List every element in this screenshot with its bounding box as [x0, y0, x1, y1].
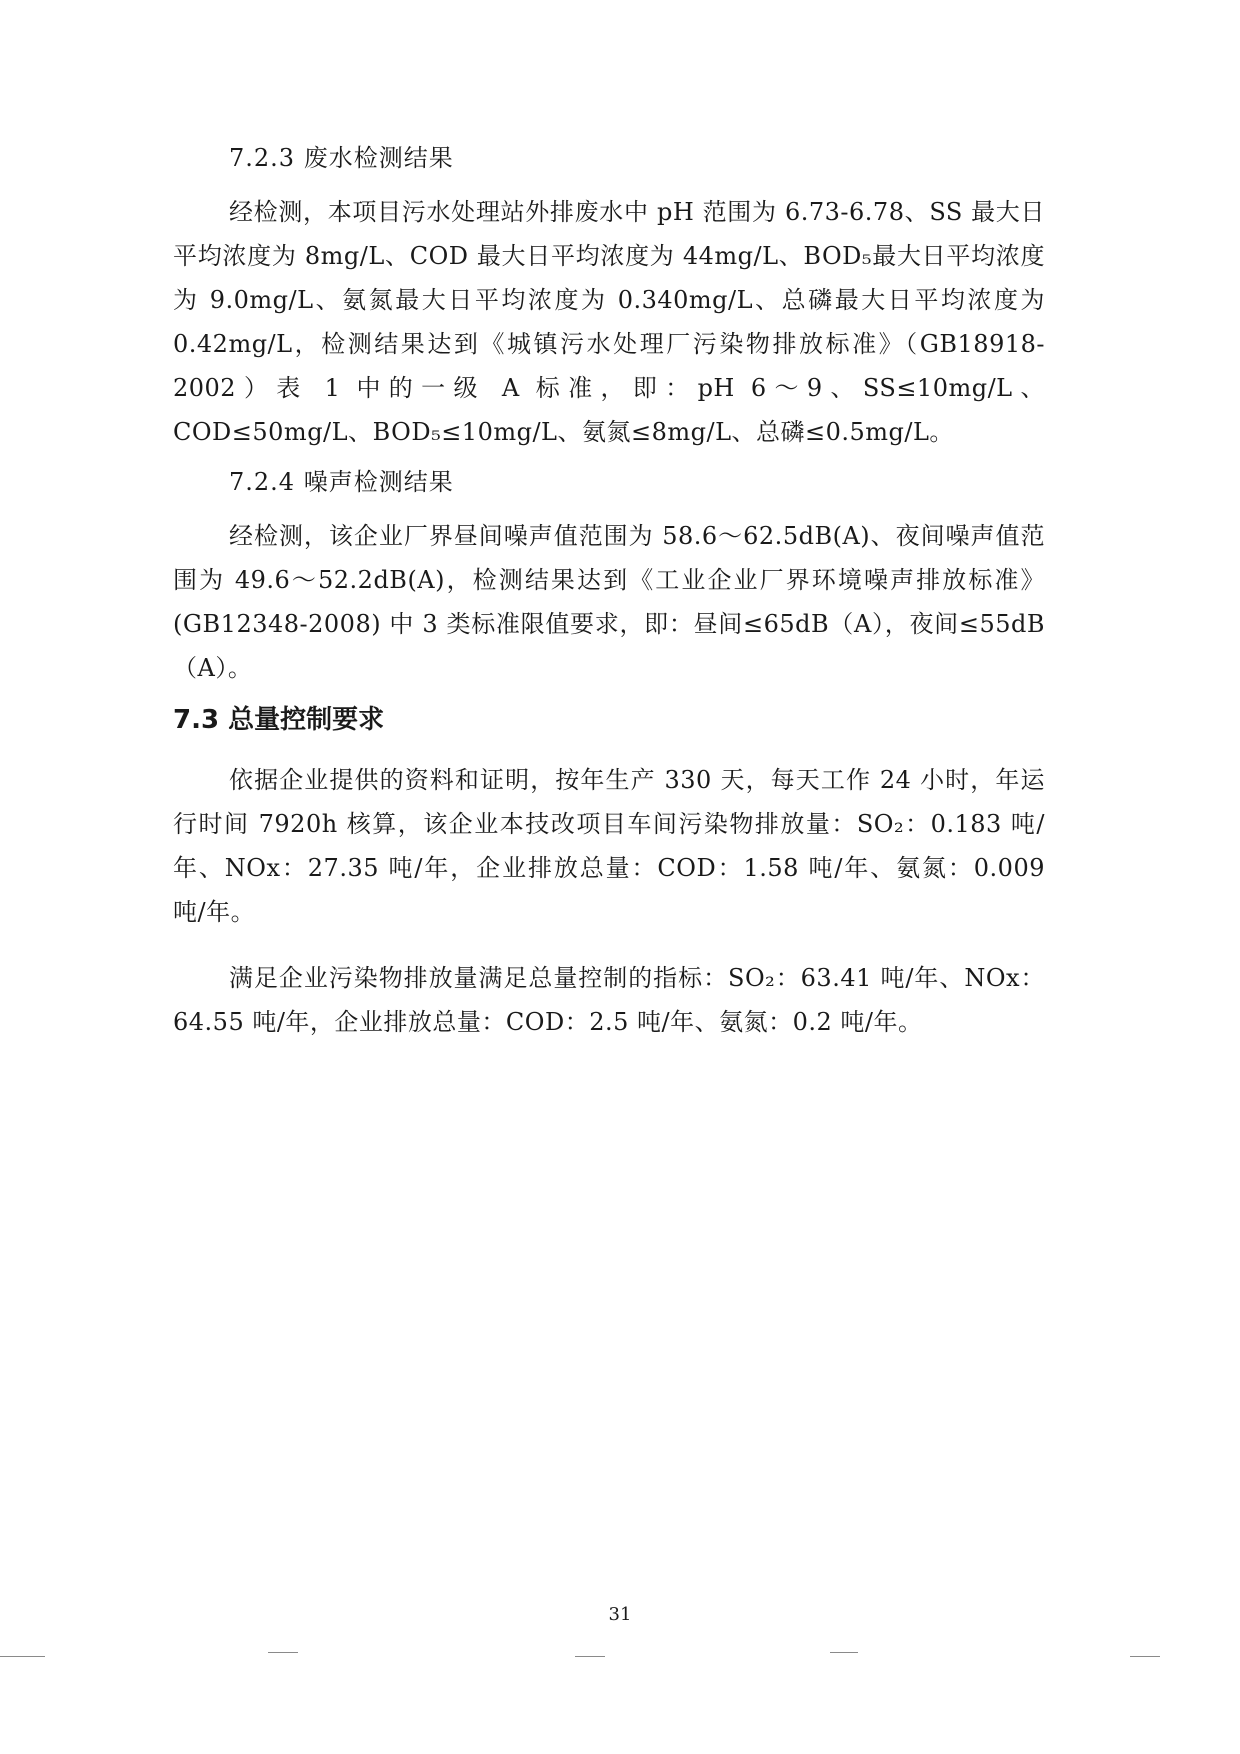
heading-7-2-4: 7.2.4 噪声检测结果: [229, 468, 454, 496]
page-number: 31: [608, 1604, 632, 1625]
scan-artifact-line: [0, 1656, 45, 1657]
scan-artifact-line: [1130, 1656, 1160, 1657]
scan-artifact-line: [575, 1656, 605, 1657]
page-body: [173, 140, 1045, 1052]
paragraph-total-control-indicators: 满足企业污染物排放量满足总量控制的指标：SO₂：63.41 吨/年、NOx：64.55 吨/年，企业排放总量：COD：2.5 吨/年、氨氮：0.2 吨/年。: [173, 964, 1045, 1036]
heading-7-3: 7.3 总量控制要求: [173, 705, 385, 735]
heading-7-2-3: 7.2.3 废水检测结果: [229, 144, 454, 172]
paragraph-noise-results: 经检测，该企业厂界昼间噪声值范围为 58.6～62.5dB(A)、夜间噪声值范围为 49.6～52.2dB(A)，检测结果达到《工业企业厂界环境噪声排放标准》(GB12348-2008) 中 3 类标准限值要求，即：昼间≤65dB（A），夜间≤55dB（A）。: [173, 522, 1045, 682]
scan-artifact-line: [268, 1652, 298, 1653]
paragraph-wastewater-results: 经检测，本项目污水处理站外排废水中 pH 范围为 6.73-6.78、SS 最大日平均浓度为 8mg/L、COD 最大日平均浓度为 44mg/L、BOD₅最大日平均浓度为 9.0mg/L、氨氮最大日平均浓度为 0.340mg/L、总磷最大日平均浓度为 0.42mg/L，检测结果达到《城镇污水处理厂污染物排放标准》（GB18918-2002）表 1 中的一级 A 标准，即：pH 6～9、SS≤10mg/L、COD≤50mg/L、BOD₅≤10mg/L、氨氮≤8mg/L、总磷≤0.5mg/L。: [173, 198, 1045, 446]
paragraph-total-emissions: 依据企业提供的资料和证明，按年生产 330 天，每天工作 24 小时，年运行时间 7920h 核算，该企业本技改项目车间污染物排放量：SO₂：0.183 吨/年、NOx：27.35 吨/年，企业排放总量：COD：1.58 吨/年、氨氮：0.009 吨/年。: [173, 766, 1045, 926]
scan-artifact-line: [830, 1652, 858, 1653]
